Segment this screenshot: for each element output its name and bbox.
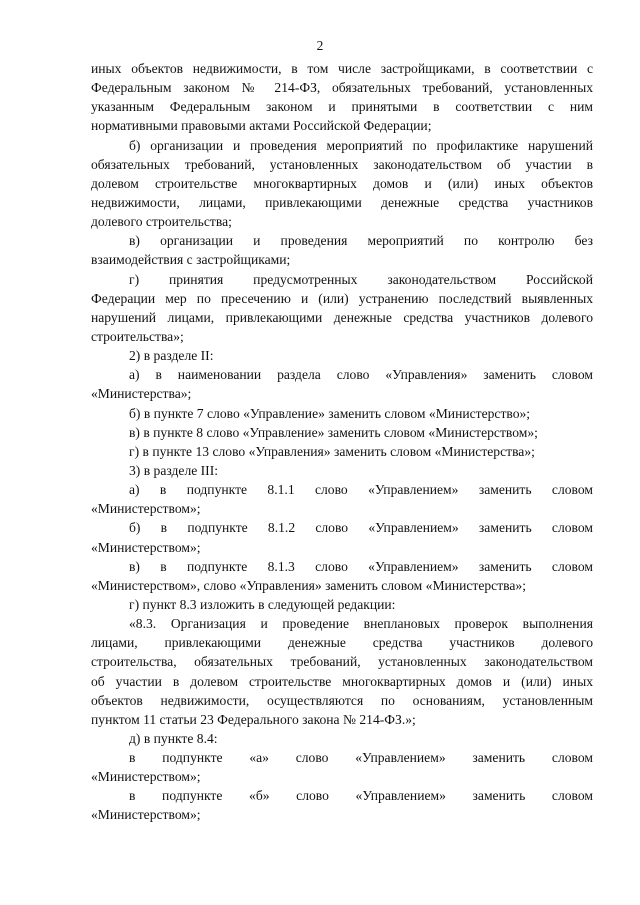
- text-line: об участии в долевом строительстве многоквартирных домов и (или) иных: [91, 673, 593, 689]
- text-line: г) пункт 8.3 изложить в следующей редакции:: [129, 596, 396, 612]
- text-line: «Министерством»;: [91, 807, 201, 823]
- text-line: объектов недвижимости, осуществляются по основаниям, установленным: [91, 692, 593, 708]
- text-line: указанным Федеральным законом и принятыми в соответствии с ним: [91, 99, 593, 115]
- text-line: пунктом 11 статьи 23 Федерального закона № 214-ФЗ.»;: [91, 711, 416, 727]
- text-line: «Министерством»;: [91, 539, 201, 555]
- text-line: нормативными правовыми актами Российской Федерации;: [91, 118, 432, 134]
- text-line: а) в наименовании раздела слово «Управления» заменить словом: [129, 367, 593, 383]
- text-line: д) в пункте 8.4:: [129, 730, 218, 746]
- text-line: 3) в разделе III:: [129, 462, 219, 478]
- text-line: строительства, обязательных требований, установленных законодательством: [91, 654, 593, 670]
- text-line: иных объектов недвижимости, в том числе застройщиками, в соответствии с: [91, 61, 593, 76]
- text-line: долевого строительства;: [91, 214, 232, 230]
- text-line: в подпункте «а» слово «Управлением» заменить словом: [129, 750, 593, 766]
- text-line: нарушений лицами, привлекающими денежные средства участников долевого: [91, 309, 593, 325]
- text-line: в) организации и проведения мероприятий по контролю без: [129, 233, 593, 249]
- text-line: 2) в разделе II:: [129, 348, 214, 364]
- document-body: [91, 59, 593, 825]
- text-line: долевом строительстве многоквартирных домов и (или) иных объектов: [91, 175, 593, 191]
- text-line: г) в пункте 13 слово «Управления» заменить словом «Министерства»;: [129, 443, 535, 459]
- page-number: 2: [316, 38, 324, 53]
- text-line: «Министерством»;: [91, 769, 201, 785]
- text-line: лицами, привлекающими денежные средства участников долевого: [91, 635, 593, 651]
- text-line: строительства»;: [91, 328, 184, 344]
- text-line: «Министерством», слово «Управления» заменить словом «Министерства»;: [91, 577, 527, 593]
- text-line: в) в пункте 8 слово «Управление» заменить словом «Министерством»;: [129, 424, 538, 440]
- text-line: в подпункте «б» слово «Управлением» заменить словом: [129, 788, 593, 804]
- text-line: а) в подпункте 8.1.1 слово «Управлением» заменить словом: [129, 482, 593, 498]
- text-line: Федеральным законом № 214-ФЗ, обязательных требований, установленных: [91, 80, 593, 96]
- text-line: «Министерства»;: [91, 386, 192, 402]
- text-line: б) в пункте 7 слово «Управление» заменить словом «Министерство»;: [129, 405, 531, 421]
- text-line: взаимодействия с застройщиками;: [91, 252, 291, 268]
- text-line: «Министерством»;: [91, 501, 201, 517]
- text-line: недвижимости, лицами, привлекающими денежные средства участников: [91, 194, 593, 210]
- text-line: г) принятия предусмотренных законодательством Российской: [129, 271, 593, 287]
- text-line: б) в подпункте 8.1.2 слово «Управлением» заменить словом: [129, 520, 593, 536]
- text-line: б) организации и проведения мероприятий по профилактике нарушений: [129, 137, 593, 153]
- text-line: обязательных требований, установленных законодательством об участии в: [91, 156, 593, 172]
- text-line: Федерации мер по пресечению и (или) устранению последствий выявленных: [91, 290, 593, 306]
- text-line: «8.3. Организация и проведение внеплановых проверок выполнения: [129, 616, 593, 632]
- text-line: в) в подпункте 8.1.3 слово «Управлением» заменить словом: [129, 558, 593, 574]
